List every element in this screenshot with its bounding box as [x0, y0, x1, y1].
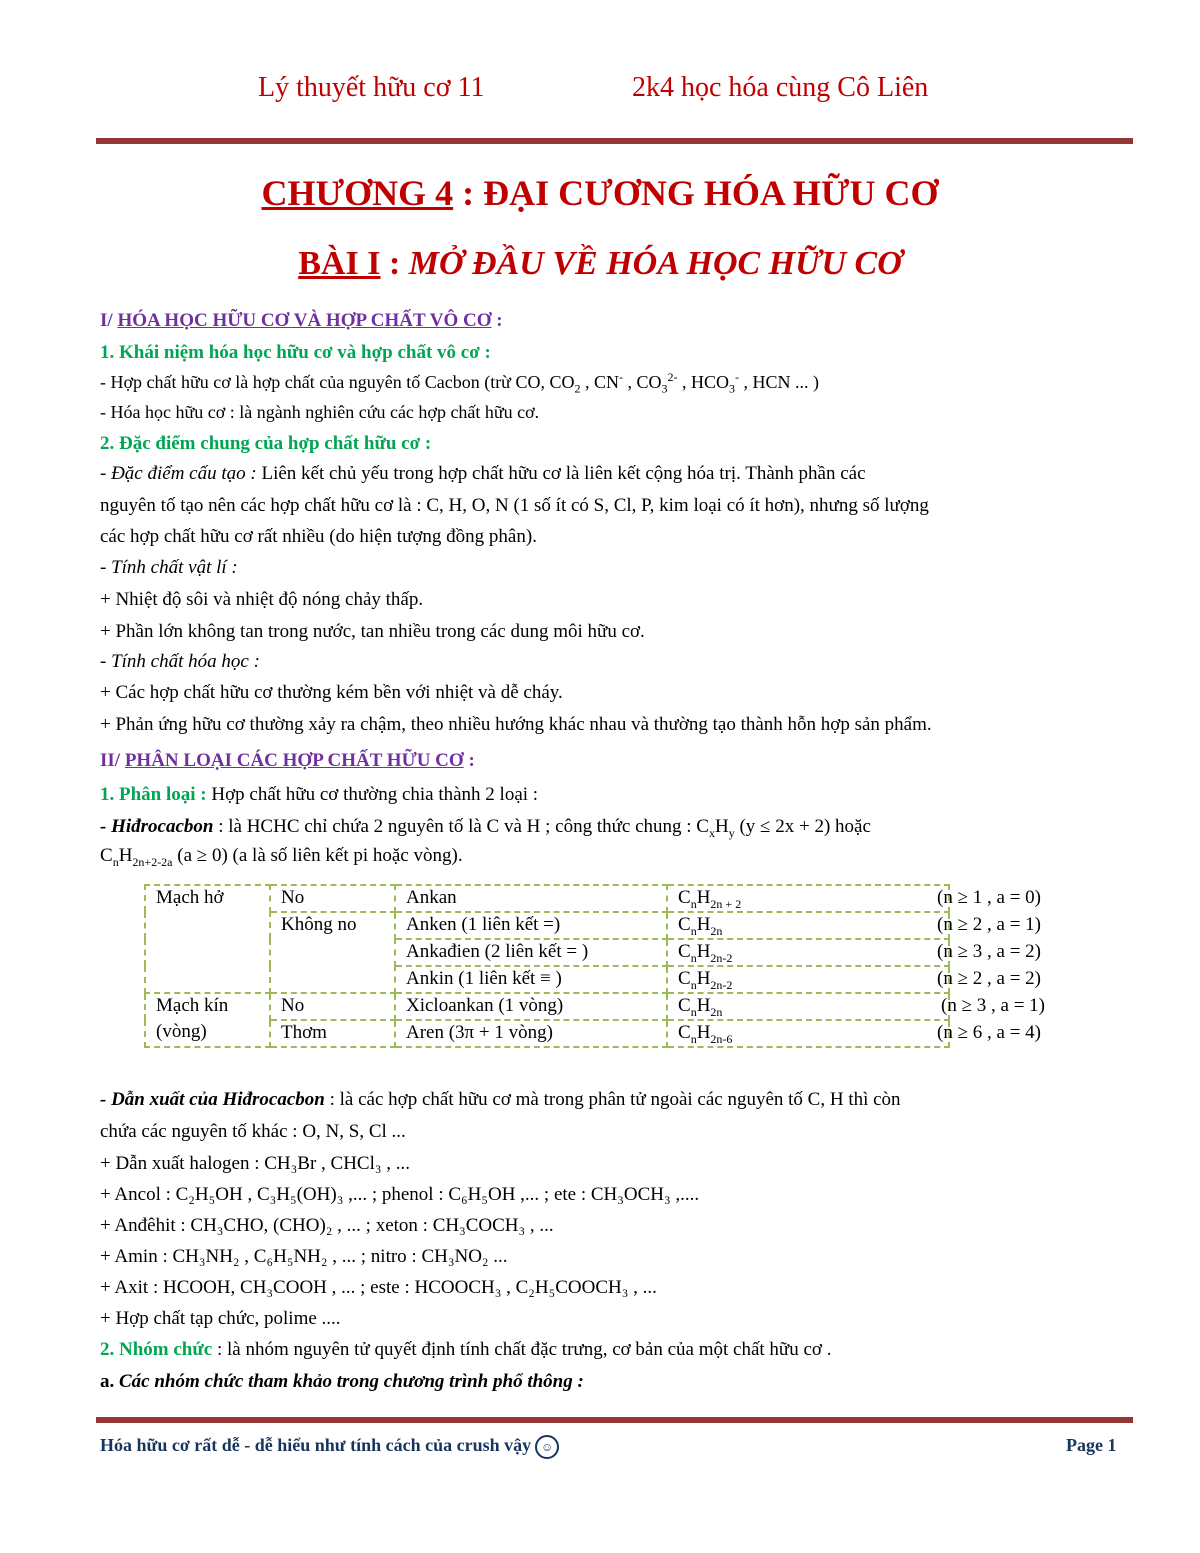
formula-condition: (n ≥ 2 , a = 1): [937, 914, 1041, 935]
subscript: n: [690, 896, 697, 911]
subscript: 2n-2: [710, 977, 733, 992]
superscript: -: [735, 370, 739, 384]
formula-h: H: [696, 968, 711, 989]
para-chemical-1: + Các hợp chất hữu cơ thường kém bền với nhiệt và dễ cháy.: [100, 682, 563, 703]
table-row: [145, 993, 949, 1020]
header-left: Lý thuyết hữu cơ 11: [258, 72, 485, 103]
formula-condition: (n ≥ 1 , a = 0): [937, 887, 1041, 908]
text-part: Hợp chất hữu cơ thường chia thành 2 loại :: [206, 784, 539, 805]
para-organic-definition: [100, 370, 819, 394]
classification-table: [144, 884, 1045, 1048]
subscript: n: [690, 1004, 697, 1019]
table-cell-name: Aren (3π + 1 vòng): [395, 1020, 667, 1047]
formula-condition: (n ≥ 6 , a = 4): [937, 1022, 1041, 1043]
text-label: - Hiđrocacbon: [100, 816, 214, 837]
table-row: [145, 885, 949, 912]
text-part: , HCN ... ): [739, 372, 819, 392]
formula-h: H: [696, 1022, 711, 1043]
text-part: Liên kết chủ yếu trong hợp chất hữu cơ là liên kết cộng hóa trị. Thành phần các: [256, 463, 866, 484]
formula-condition: (n ≥ 2 , a = 2): [937, 968, 1041, 989]
text-part: - Hợp chất hữu cơ là hợp chất của nguyên tố Cacbon (trừ CO, CO: [100, 372, 575, 392]
section-2-num: II/: [100, 750, 125, 771]
subscript: n: [112, 854, 119, 869]
text-label: - Đặc điểm cấu tạo :: [100, 463, 257, 484]
section-1-tail: :: [491, 310, 503, 331]
subheading-2-1: [100, 783, 538, 807]
para-physical-1: + Nhiệt độ sôi và nhiệt độ nóng chảy thấp.: [100, 589, 424, 610]
para-elements: nguyên tố tạo nên các hợp chất hữu cơ là : C, H, O, N (1 số ít có S, Cl, P, kim loại có ít hơn), nhưng số lượng: [100, 495, 929, 516]
formula-condition: (n ≥ 3 , a = 1): [941, 995, 1045, 1016]
subscript: n: [690, 950, 697, 965]
formula-c: C: [678, 887, 691, 908]
subscript: 2n: [710, 923, 723, 938]
table-cell-kind: No: [270, 885, 395, 912]
text-part: , CN: [580, 372, 619, 392]
section-1-num: I/: [100, 310, 118, 331]
table-cell-kind: No: [270, 993, 395, 1020]
para-physical-2: + Phần lớn không tan trong nước, tan nhiều trong các dung môi hữu cơ.: [100, 621, 645, 642]
formula-h: H: [696, 941, 711, 962]
formula-c: C: [678, 1022, 691, 1043]
para-polymer: + Hợp chất tạp chức, polime ....: [100, 1308, 341, 1329]
lesson-name: MỞ ĐẦU VỀ HÓA HỌC HỮU CƠ: [408, 245, 902, 282]
formula-c: C: [678, 995, 691, 1016]
section-1-heading: [100, 309, 503, 333]
text-part: (a ≥ 0) (a là số liên kết pi hoặc vòng).: [172, 845, 463, 866]
subscript: 3: [729, 381, 735, 396]
para-isomer: các hợp chất hữu cơ rất nhiều (do hiện tượng đồng phân).: [100, 526, 537, 547]
section-2-tail: :: [463, 750, 475, 771]
para-physical-label: - Tính chất vật lí :: [100, 557, 238, 578]
header-right: 2k4 học hóa cùng Cô Liên: [632, 72, 929, 103]
subscript: 2n-2: [710, 950, 733, 965]
header-rule: [96, 138, 1133, 144]
table-cell-formula: [667, 993, 1045, 1020]
smiley-icon: ☺: [535, 1435, 559, 1459]
subheading-label: 2. Nhóm chức: [100, 1339, 213, 1360]
table-cell-kind: Không no: [270, 912, 395, 993]
section-2-title: PHÂN LOẠI CÁC HỢP CHẤT HỮU CƠ: [124, 750, 464, 771]
table-cell-formula: [667, 885, 1041, 912]
chapter-title: [0, 172, 1200, 214]
table-cell-name: Ankan: [395, 885, 667, 912]
para-derivative-2: chứa các nguyên tố khác : O, N, S, Cl ...: [100, 1121, 406, 1142]
page-number: Page 1: [1066, 1435, 1117, 1455]
subscript: 2n + 2: [710, 896, 742, 911]
text-part: , HCO: [677, 372, 729, 392]
formula-c: C: [678, 914, 691, 935]
subheading-1-1: 1. Khái niệm hóa học hữu cơ và hợp chất vô cơ :: [100, 342, 491, 363]
subscript: y: [728, 825, 735, 840]
subscript: 3: [661, 381, 668, 396]
subscript: n: [690, 977, 697, 992]
text-part: : là nhóm nguyên tử quyết định tính chất đặc trưng, cơ bản của một chất hữu cơ .: [212, 1339, 832, 1360]
table-cell-formula: [667, 939, 1041, 966]
text-part: H: [118, 845, 133, 866]
chapter-label: CHƯƠNG 4: [261, 173, 454, 213]
table-cell-group: (vòng): [145, 1020, 270, 1047]
lesson-label: BÀI I: [298, 245, 381, 282]
subheading-1-2: 2. Đặc điểm chung của hợp chất hữu cơ :: [100, 433, 432, 454]
superscript: 2-: [667, 370, 678, 384]
table-cell-formula: [667, 912, 1041, 939]
table-cell-name: Ankađien (2 liên kết = ): [395, 939, 667, 966]
subscript: n: [690, 923, 697, 938]
subscript: 2n-6: [710, 1031, 733, 1046]
section-2-heading: [100, 749, 475, 773]
table-cell-group: Mạch kín: [145, 993, 270, 1020]
section-1-title: HÓA HỌC HỮU CƠ VÀ HỢP CHẤT VÔ CƠ: [117, 310, 492, 331]
para-amine: + Amin : CH₃NH₂ , C₆H₅NH₂ , ... ; nitro : CH₃NO₂ ...: [100, 1246, 508, 1267]
table-cell-name: Xicloankan (1 vòng): [395, 993, 667, 1020]
para-derivative: [100, 1088, 901, 1112]
para-hydrocarbon-formula: [100, 844, 463, 868]
subscript: n: [690, 1031, 697, 1046]
footer-left: [100, 1435, 559, 1459]
subscript: 2n: [710, 1004, 723, 1019]
chapter-sep: :: [453, 173, 484, 213]
footer-text: Hóa hữu cơ rất dễ - dễ hiểu như tính cách của crush vậy: [100, 1435, 532, 1456]
para-acid: + Axit : HCOOH, CH₃COOH , ... ; este : HCOOCH₃ , C₂H₅COOCH₃ , ...: [100, 1277, 657, 1298]
para-structure: [100, 462, 866, 486]
para-alcohol: + Ancol : C₂H₅OH , C₃H₅(OH)₃ ,... ; phenol : C₆H₅OH ,... ; ete : CH₃OCH₃ ,....: [100, 1184, 700, 1205]
table-cell-name: Anken (1 liên kết =): [395, 912, 667, 939]
formula-condition: (n ≥ 3 , a = 2): [937, 941, 1041, 962]
table-cell-group: Mạch hở: [145, 885, 270, 993]
para-functional-list: [100, 1370, 584, 1394]
text-part: Các nhóm chức tham khảo trong chương trình phổ thông :: [119, 1371, 584, 1392]
para-aldehyde: + Anđêhit : CH₃CHO, (CHO)₂ , ... ; xeton : CH₃COCH₃ , ...: [100, 1215, 554, 1236]
formula-h: H: [696, 914, 711, 935]
table-cell-name: Ankin (1 liên kết ≡ ): [395, 966, 667, 993]
table-cell-formula: [667, 966, 1041, 993]
chapter-name: ĐẠI CƯƠNG HÓA HỮU CƠ: [483, 173, 939, 213]
subscript: 2n+2-2a: [132, 854, 173, 869]
text-part: (y ≤ 2x + 2) hoặc: [734, 816, 871, 837]
para-functional-group: [100, 1338, 831, 1362]
table-row: [145, 1020, 949, 1047]
para-halogen: + Dẫn xuất halogen : CH₃Br , CHCl₃ , ...: [100, 1153, 410, 1174]
text-part: C: [100, 845, 113, 866]
formula-c: C: [678, 941, 691, 962]
subheading-label: 1. Phân loại :: [100, 784, 207, 805]
lesson-title: [0, 245, 1200, 283]
para-organic-chemistry: - Hóa học hữu cơ : là ngành nghiên cứu các hợp chất hữu cơ.: [100, 402, 540, 422]
para-hydrocarbon: [100, 815, 871, 839]
formula-h: H: [696, 887, 711, 908]
text-part: , CO: [622, 372, 662, 392]
text-part: : là HCHC chỉ chứa 2 nguyên tố là C và H ; công thức chung : C: [213, 816, 709, 837]
formula-h: H: [696, 995, 711, 1016]
table-cell-formula: [667, 1020, 1041, 1047]
lesson-sep: :: [380, 245, 409, 282]
para-chemical-2: + Phản ứng hữu cơ thường xảy ra chậm, theo nhiều hướng khác nhau và thường tạo thành hỗn hợp sản phẩm.: [100, 714, 932, 735]
table-cell-kind: Thơm: [270, 1020, 395, 1047]
subscript: 2: [574, 381, 581, 396]
formula-c: C: [678, 968, 691, 989]
text-part: H: [714, 816, 729, 837]
text-part: : là các hợp chất hữu cơ mà trong phân tử ngoài các nguyên tố C, H thì còn: [324, 1089, 901, 1110]
superscript: -: [618, 370, 623, 384]
para-chemical-label: - Tính chất hóa học :: [100, 651, 260, 672]
text-label: - Dẫn xuất của Hiđrocacbon: [100, 1089, 325, 1110]
subscript: x: [708, 825, 715, 840]
footer-rule: [96, 1417, 1133, 1423]
text-label: a.: [100, 1371, 119, 1392]
